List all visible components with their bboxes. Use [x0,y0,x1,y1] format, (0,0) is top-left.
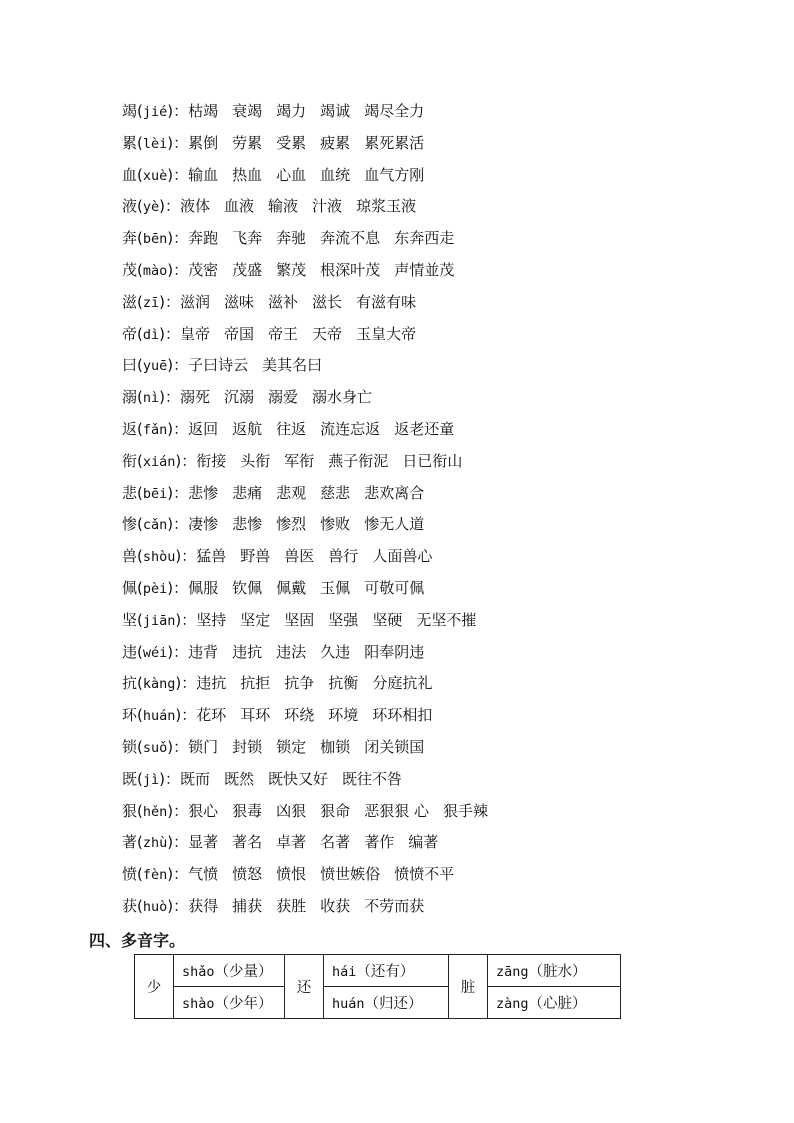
paren-close: )： [167,737,189,756]
entry-word: 琼浆玉液 [356,197,417,216]
vocab-entry [122,796,762,828]
vocab-entry [122,414,762,446]
entry-word: 抗衡 [328,674,359,693]
entry-char: 曰 [122,356,138,375]
entry-word: 头衔 [240,451,271,470]
paren-open: ( [137,769,143,788]
entry-pinyin: zī [142,294,160,311]
entry-pinyin: huán [142,708,176,725]
entry-word: 累倒 [188,133,219,152]
reading-word: （少年） [214,996,273,1012]
paren-close: )： [175,451,197,470]
entry-word: 滋长 [312,292,343,311]
entry-word: 名著 [320,833,351,852]
entry-word: 繁茂 [276,260,307,279]
paren-open: ( [137,865,143,884]
vocab-entry [122,160,762,192]
entry-word: 血统 [320,165,351,184]
entry-word: 钦佩 [232,578,263,597]
entry-word: 环境 [328,706,359,725]
entry-word: 受累 [276,133,307,152]
paren-close: )： [167,801,189,820]
entry-word: 流连忘返 [320,419,381,438]
entry-char: 获 [122,896,138,915]
poly-char-2: 还 [285,955,324,1019]
paren-close: )： [167,260,189,279]
entry-char: 衔 [122,451,138,470]
polyphone-table [134,954,621,1019]
paren-close: )： [167,356,189,375]
entry-word: 锁门 [188,737,219,756]
poly-reading [324,987,449,1019]
paren-close: )： [167,578,189,597]
entry-word: 军衔 [284,451,315,470]
vocab-entry [122,478,762,510]
entry-word: 既往不咎 [342,769,403,788]
entry-word: 可敬可佩 [364,578,425,597]
paren-close: )： [167,229,189,248]
entry-word: 热血 [232,165,263,184]
entry-word: 愤愤不平 [394,865,455,884]
reading-pinyin: shào [182,996,215,1012]
entry-word: 惨败 [320,515,351,534]
entry-word: 竭力 [276,102,307,120]
entry-word: 玉佩 [320,578,351,597]
paren-open: ( [137,642,143,661]
reading-pinyin: zàng [496,996,529,1012]
entry-pinyin: bēi [142,485,168,502]
entry-word: 悲观 [276,483,307,502]
vocab-entry [122,732,762,764]
entry-word: 违法 [276,642,307,661]
entry-word: 液体 [180,197,211,216]
entry-word: 惨无人道 [364,515,425,534]
entry-word: 枷锁 [320,737,351,756]
entry-word: 皇帝 [180,324,211,343]
paren-open: ( [137,451,143,470]
poly-reading [488,955,621,987]
vocab-entry [122,446,762,478]
paren-close: )： [167,165,189,184]
paren-open: ( [137,833,143,852]
paren-close: )： [159,292,180,311]
entry-pinyin: hěn [142,803,168,820]
paren-open: ( [137,483,143,502]
entry-word: 获胜 [276,896,307,915]
entry-word: 燕子衔泥 [328,451,389,470]
entry-pinyin: jì [142,771,160,788]
entry-word: 坚强 [328,610,359,629]
entry-word: 汁液 [312,197,343,216]
vocab-entry [122,668,762,700]
paren-open: ( [137,578,143,597]
entry-word: 悲欢离合 [364,483,425,502]
entry-word: 愤怒 [232,865,263,884]
paren-close: )： [167,102,189,120]
entry-word: 飞奔 [232,229,263,248]
vocab-entry [122,700,762,732]
entry-word: 卓著 [276,833,307,852]
entry-char: 累 [122,133,138,152]
entry-word: 血气方刚 [364,165,425,184]
paren-open: ( [137,260,143,279]
paren-open: ( [137,292,143,311]
entry-word: 佩服 [188,578,219,597]
entry-word: 佩戴 [276,578,307,597]
entry-word: 滋味 [224,292,255,311]
entry-word: 滋润 [180,292,211,311]
entry-word: 坚持 [196,610,227,629]
paren-open: ( [137,102,143,120]
entry-word: 心血 [276,165,307,184]
section-title: 四、多音字。 [89,931,186,950]
entry-word: 坚定 [240,610,271,629]
paren-close: )： [167,483,189,502]
entry-word: 违背 [188,642,219,661]
entry-pinyin: yuē [142,358,168,375]
entry-char: 惨 [122,515,138,534]
entry-word: 不劳而获 [364,896,425,915]
vocab-entry [122,573,762,605]
entry-word: 气愤 [188,865,219,884]
paren-open: ( [137,674,143,693]
entry-pinyin: nì [142,390,160,407]
entry-pinyin: dì [142,326,160,343]
paren-close: )： [175,547,197,566]
entry-word: 环环相扣 [372,706,433,725]
entry-word: 获得 [188,896,219,915]
table-row [135,955,621,987]
paren-close: )： [167,133,189,152]
entry-word: 劳累 [232,133,263,152]
entry-word: 编著 [408,833,439,852]
reading-pinyin: shǎo [182,964,215,980]
entry-char: 佩 [122,578,138,597]
paren-open: ( [137,356,143,375]
entry-word: 坚固 [284,610,315,629]
entry-word: 分庭抗礼 [372,674,433,693]
entry-word: 显著 [188,833,219,852]
entry-word: 衰竭 [232,102,263,120]
entry-char: 坚 [122,610,138,629]
entry-word: 耳环 [240,706,271,725]
entry-word: 帝国 [224,324,255,343]
entry-char: 既 [122,769,138,788]
reading-word: （归还） [364,996,423,1012]
paren-open: ( [137,706,143,725]
entry-char: 茂 [122,260,138,279]
entry-pinyin: yè [142,199,160,216]
entry-char: 液 [122,197,138,216]
entry-char: 锁 [122,737,138,756]
reading-pinyin: huán [332,996,365,1012]
entry-char: 兽 [122,547,138,566]
entry-word: 沉溺 [224,388,255,407]
vocab-entry [122,764,762,796]
entry-word: 茂密 [188,260,219,279]
entry-word: 愤恨 [276,865,307,884]
entry-word: 衔接 [196,451,227,470]
entry-word: 著作 [364,833,395,852]
entry-word: 凄惨 [188,515,219,534]
entry-word: 奔跑 [188,229,219,248]
entry-pinyin: suǒ [142,739,168,756]
entry-word: 玉皇大帝 [356,324,417,343]
entry-word: 滋补 [268,292,299,311]
entry-word: 有滋有味 [356,292,417,311]
entry-pinyin: xuè [142,167,168,184]
entry-char: 帝 [122,324,138,343]
vocab-entry [122,96,762,128]
entry-word: 阳奉阴违 [364,642,425,661]
entry-word: 既然 [224,769,255,788]
entry-word: 溺水身亡 [312,388,373,407]
reading-pinyin: zāng [496,964,529,980]
entry-word: 子曰诗云 [188,356,249,375]
entry-word: 兽行 [328,547,359,566]
entry-word: 狠命 [320,801,351,820]
vocab-entry [122,541,762,573]
vocab-entry [122,223,762,255]
paren-close: )： [175,674,197,693]
entry-char: 奔 [122,229,138,248]
entry-word: 野兽 [240,547,271,566]
paren-close: )： [167,419,189,438]
vocabulary-list [122,96,762,923]
paren-close: )： [159,769,180,788]
vocab-entry [122,827,762,859]
entry-pinyin: huò [142,898,168,915]
vocab-entry [122,287,762,319]
paren-open: ( [137,419,143,438]
entry-word: 恶狠狠 心 [364,801,429,820]
entry-word: 狠手辣 [442,801,488,820]
entry-pinyin: fǎn [142,421,168,438]
entry-word: 茂盛 [232,260,263,279]
entry-word: 返航 [232,419,263,438]
entry-pinyin: cǎn [142,517,168,534]
paren-open: ( [137,388,143,407]
entry-char: 愤 [122,865,138,884]
entry-pinyin: jiān [142,612,176,629]
entry-word: 违抗 [196,674,227,693]
entry-pinyin: jié [142,104,168,120]
paren-open: ( [137,801,143,820]
paren-close: )： [167,833,189,852]
entry-word: 捕获 [232,896,263,915]
poly-char-3: 脏 [449,955,488,1019]
entry-word: 封锁 [232,737,263,756]
entry-word: 无坚不摧 [416,610,477,629]
entry-pinyin: xián [142,453,176,470]
entry-pinyin: mào [142,262,168,279]
entry-word: 累死累活 [364,133,425,152]
entry-word: 兽医 [284,547,315,566]
entry-word: 既而 [180,769,211,788]
entry-char: 著 [122,833,138,852]
entry-char: 狠 [122,801,138,820]
vocab-entry [122,128,762,160]
paren-close: )： [167,515,189,534]
entry-word: 环绕 [284,706,315,725]
entry-word: 疲累 [320,133,351,152]
poly-reading [174,955,285,987]
entry-word: 既快又好 [268,769,329,788]
entry-char: 环 [122,706,138,725]
entry-word: 溺爱 [268,388,299,407]
vocab-entry [122,509,762,541]
entry-pinyin: lèi [142,135,168,152]
paren-open: ( [137,896,143,915]
entry-word: 慈悲 [320,483,351,502]
entry-word: 违抗 [232,642,263,661]
entry-word: 往返 [276,419,307,438]
table-row [135,987,621,1019]
entry-pinyin: fèn [142,867,168,884]
entry-char: 违 [122,642,138,661]
vocab-entry [122,637,762,669]
entry-word: 花环 [196,706,227,725]
entry-pinyin: bēn [142,231,168,248]
entry-word: 输液 [268,197,299,216]
poly-reading [174,987,285,1019]
entry-word: 猛兽 [196,547,227,566]
paren-open: ( [137,737,143,756]
entry-word: 声情並茂 [394,260,455,279]
entry-word: 竭尽全力 [364,102,425,120]
entry-word: 溺死 [180,388,211,407]
entry-char: 竭 [122,102,138,120]
entry-char: 滋 [122,292,138,311]
entry-word: 天帝 [312,324,343,343]
entry-word: 收获 [320,896,351,915]
entry-word: 悲惨 [232,515,263,534]
entry-pinyin: shòu [142,549,176,566]
entry-word: 东奔西走 [394,229,455,248]
entry-word: 奔流不息 [320,229,381,248]
entry-word: 输血 [188,165,219,184]
entry-pinyin: pèi [142,580,168,597]
entry-word: 枯竭 [188,102,219,120]
entry-word: 人面兽心 [372,547,433,566]
paren-open: ( [137,165,143,184]
poly-char-1: 少 [135,955,174,1019]
entry-word: 狠心 [188,801,219,820]
reading-word: （少量） [214,964,273,980]
entry-word: 愤世嫉俗 [320,865,381,884]
entry-word: 美其名曰 [262,356,323,375]
paren-close: )： [159,324,180,343]
entry-word: 坚硬 [372,610,403,629]
entry-pinyin: zhù [142,835,168,852]
entry-char: 返 [122,419,138,438]
paren-close: )： [175,706,197,725]
vocab-entry [122,605,762,637]
entry-word: 凶狠 [276,801,307,820]
paren-open: ( [137,547,143,566]
entry-char: 悲 [122,483,138,502]
entry-char: 血 [122,165,138,184]
entry-word: 抗拒 [240,674,271,693]
paren-close: )： [175,610,197,629]
entry-word: 抗争 [284,674,315,693]
entry-pinyin: kàng [142,676,176,693]
paren-open: ( [137,133,143,152]
entry-word: 悲惨 [188,483,219,502]
entry-word: 日已衔山 [402,451,463,470]
entry-char: 溺 [122,388,138,407]
paren-close: )： [167,642,189,661]
entry-word: 锁定 [276,737,307,756]
paren-close: )： [159,197,180,216]
entry-word: 著名 [232,833,263,852]
entry-word: 惨烈 [276,515,307,534]
vocab-entry [122,891,762,923]
entry-char: 抗 [122,674,138,693]
entry-word: 血液 [224,197,255,216]
reading-word: （脏水） [528,964,587,980]
paren-open: ( [137,515,143,534]
entry-word: 奔驰 [276,229,307,248]
paren-open: ( [137,197,143,216]
entry-word: 根深叶茂 [320,260,381,279]
vocab-entry [122,255,762,287]
poly-reading [324,955,449,987]
paren-open: ( [137,610,143,629]
vocab-entry [122,350,762,382]
vocab-entry [122,191,762,223]
entry-pinyin: wéi [142,644,168,661]
entry-word: 久违 [320,642,351,661]
paren-close: )： [167,865,189,884]
entry-word: 返老还童 [394,419,455,438]
vocab-entry [122,319,762,351]
entry-word: 竭诚 [320,102,351,120]
vocab-entry [122,859,762,891]
entry-word: 帝王 [268,324,299,343]
entry-word: 返回 [188,419,219,438]
reading-pinyin: hái [332,964,357,980]
reading-word: （心脏） [528,996,587,1012]
entry-word: 闭关锁国 [364,737,425,756]
entry-word: 悲痛 [232,483,263,502]
reading-word: （还有） [356,964,415,980]
entry-word: 狠毒 [232,801,263,820]
poly-reading [488,987,621,1019]
vocab-entry [122,382,762,414]
paren-open: ( [137,324,143,343]
paren-open: ( [137,229,143,248]
paren-close: )： [159,388,180,407]
paren-close: )： [167,896,189,915]
